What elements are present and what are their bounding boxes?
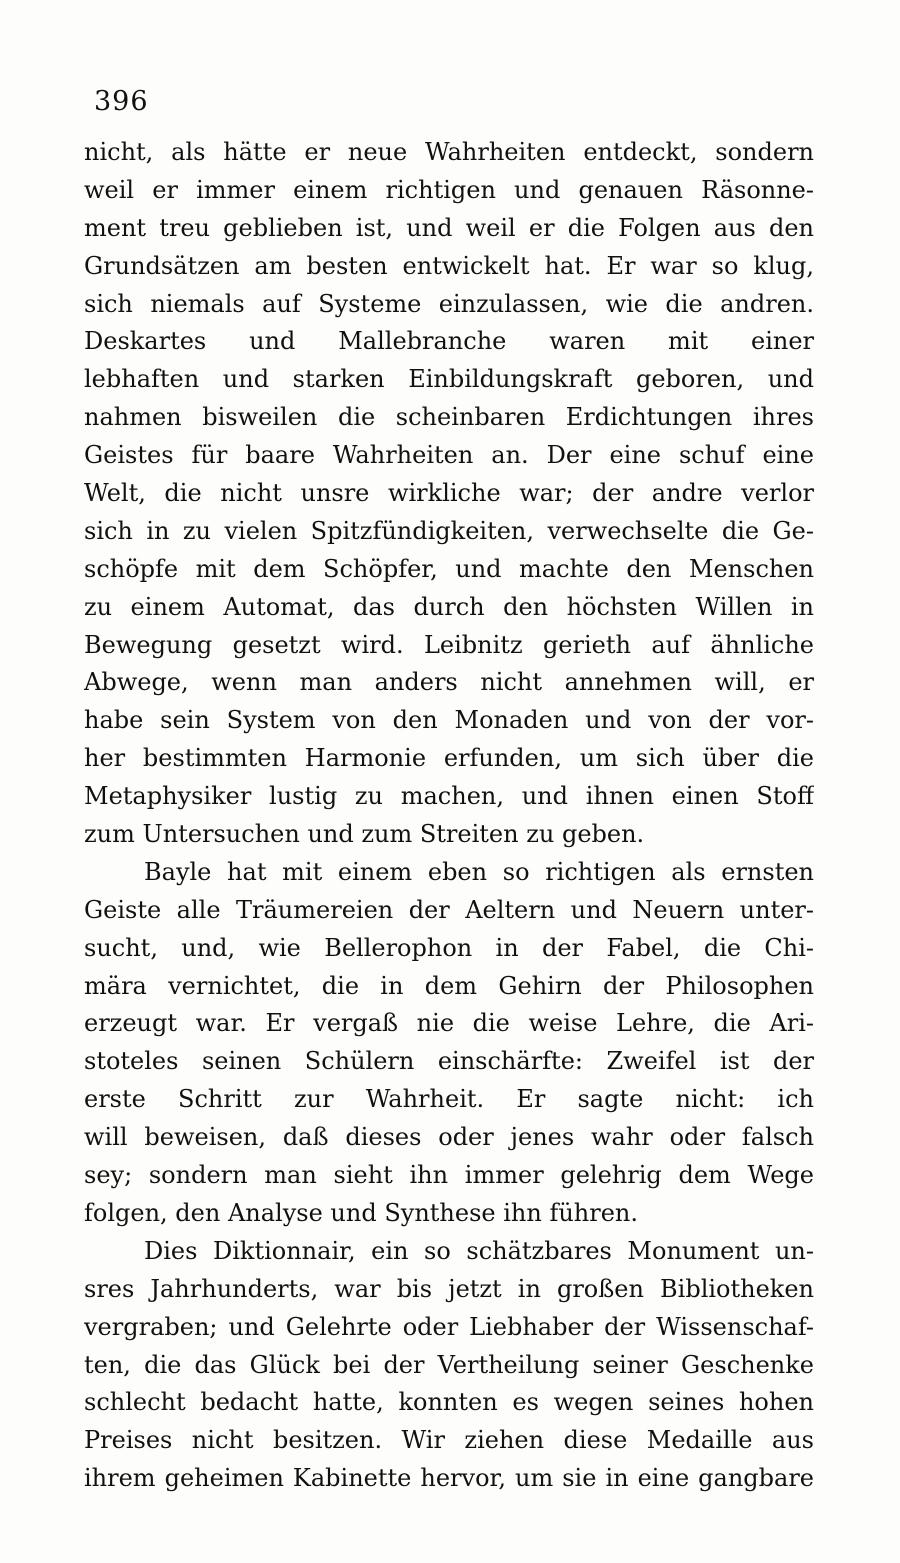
text-line: her bestimmten Harmonie erfunden, um sich über die [84,744,814,773]
text-line: schöpfe mit dem Schöpfer, und machte den Menschen [84,554,814,583]
text-line: folgen, den Analyse und Synthese ihn führen. [84,1198,639,1227]
text-line: ten, die das Glück bei der Vertheilung seiner Geschenke [84,1350,814,1379]
text-line: zum Untersuchen und zum Streiten zu geben. [84,820,645,849]
text-line: Geiste alle Träumereien der Aeltern und Neuern unter- [84,895,814,924]
text-line: Deskartes und Mallebranche waren mit einer [84,327,814,356]
body-text [84,134,814,1498]
text-line: sich in zu vielen Spitzfündigkeiten, verwechselte die Ge- [84,516,814,545]
text-line: Bayle hat mit einem eben so richtigen als ernsten [144,857,814,886]
text-line: sucht, und, wie Bellerophon in der Fabel, die Chi- [84,933,814,962]
text-line: nicht, als hätte er neue Wahrheiten entdeckt, sondern [84,138,814,166]
text-line: Grundsätzen am besten entwickelt hat. Er war so klug, [84,251,814,280]
text-line: erzeugt war. Er vergaß nie die weise Lehre, die Ari- [84,1009,814,1038]
text-line: nahmen bisweilen die scheinbaren Erdichtungen ihres [84,403,814,432]
text-line: schlecht bedacht hatte, konnten es wegen seines hohen [84,1388,814,1417]
text-line: Welt, die nicht unsre wirkliche war; der andre verlor [84,479,814,508]
text-line: Geistes für baare Wahrheiten an. Der eine schuf eine [84,441,814,470]
text-line: weil er immer einem richtigen und genauen Räsonne- [84,175,814,204]
text-line: stoteles seinen Schülern einschärfte: Zweifel ist der [84,1047,814,1076]
text-line: sey; sondern man sieht ihn immer gelehrig dem Wege [84,1161,814,1190]
text-line: sres Jahrhunderts, war bis jetzt in großen Bibliotheken [84,1274,814,1303]
text-line: Abwege, wenn man anders nicht annehmen will, er [84,668,814,697]
page-number: 396 [94,86,149,117]
text-line: märа vernichtet, die in dem Gehirn der Philosophen [84,971,814,1000]
text-line: lebhaften und starken Einbildungskraft geboren, und [84,365,814,394]
text-line: Metaphysiker lustig zu machen, und ihnen einen Stoff [84,782,814,811]
text-line: sich niemals auf Systeme einzulassen, wie die andren. [84,289,814,318]
text-line: vergraben; und Gelehrte oder Liebhaber der Wissenschaf- [84,1312,814,1341]
text-line: erste Schritt zur Wahrheit. Er sagte nicht: ich [84,1085,814,1114]
text-line: ihrem geheimen Kabinette hervor, um sie in eine gangbare [84,1464,814,1493]
text-line: zu einem Automat, das durch den höchsten Willen in [84,592,814,621]
text-line: will beweisen, daß dieses oder jenes wahr oder falsch [84,1123,814,1152]
text-line: Dies Diktionnair, ein so schätzbares Monument un- [144,1236,814,1265]
text-line: Bewegung gesetzt wird. Leibnitz gerieth auf ähnliche [84,630,814,659]
text-line: habe sein System von den Monaden und von der vor- [84,706,814,735]
text-line: ment treu geblieben ist, und weil er die Folgen aus den [84,213,814,242]
text-line: Preises nicht besitzen. Wir ziehen diese Medaille aus [84,1426,814,1455]
